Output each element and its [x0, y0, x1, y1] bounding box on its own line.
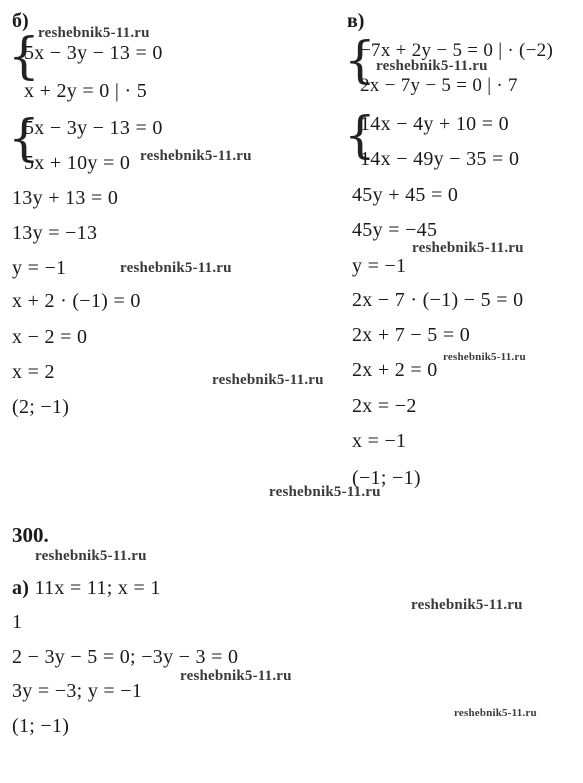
watermark: reshebnik5-11.ru [454, 707, 537, 719]
equation: 45y + 45 = 0 [352, 184, 459, 206]
watermark: reshebnik5-11.ru [35, 548, 147, 564]
part-label-v: в) [347, 10, 365, 32]
equation: 13y = −13 [12, 222, 98, 244]
watermark: reshebnik5-11.ru [269, 484, 381, 500]
watermark: reshebnik5-11.ru [180, 668, 292, 684]
equation: x = −1 [352, 430, 407, 452]
answer: (1; −1) [12, 715, 70, 737]
equation: 14x − 49y − 35 = 0 [360, 148, 520, 170]
equation: 1 [12, 611, 23, 633]
equation: 3y = −3; y = −1 [12, 680, 143, 702]
system-brace: { [8, 109, 40, 167]
equation: 2x − 7 · (−1) − 5 = 0 [352, 289, 524, 311]
equation: x − 2 = 0 [12, 326, 88, 348]
equation: 14x − 4y + 10 = 0 [360, 113, 509, 135]
watermark: reshebnik5-11.ru [412, 240, 524, 256]
equation: 13y + 13 = 0 [12, 187, 119, 209]
watermark: reshebnik5-11.ru [212, 372, 324, 388]
equation: x + 2y = 0 | · 5 [24, 80, 148, 102]
equation: x = 2 [12, 361, 55, 383]
watermark: reshebnik5-11.ru [38, 25, 150, 41]
answer: (2; −1) [12, 396, 70, 418]
equation: 2x = −2 [352, 395, 417, 417]
part-label-b: б) [12, 10, 29, 32]
watermark: reshebnik5-11.ru [120, 260, 232, 276]
equation: 2x + 2 = 0 [352, 359, 438, 381]
part-label-a: а) [12, 577, 30, 599]
watermark: reshebnik5-11.ru [411, 597, 523, 613]
equation: 2 − 3y − 5 = 0; −3y − 3 = 0 [12, 646, 239, 668]
equation: −7x + 2y − 5 = 0 | · (−2) [360, 40, 554, 61]
watermark: reshebnik5-11.ru [140, 148, 252, 164]
equation-row [12, 577, 161, 599]
equation: 45y = −45 [352, 219, 438, 241]
equation: y = −1 [352, 255, 407, 277]
system-brace: { [344, 106, 376, 164]
problem-number: 300. [12, 523, 49, 547]
system-brace: { [8, 27, 40, 85]
equation: 2x + 7 − 5 = 0 [352, 324, 471, 346]
equation: 5x − 3y − 13 = 0 [24, 117, 163, 139]
equation: 11x = 11; x = 1 [34, 577, 161, 599]
watermark: reshebnik5-11.ru [376, 58, 488, 74]
equation: 2x − 7y − 5 = 0 | · 7 [360, 75, 518, 96]
equation: y = −1 [12, 257, 67, 279]
watermark: reshebnik5-11.ru [443, 351, 526, 363]
equation: 5x + 10y = 0 [24, 152, 131, 174]
equation: 5x − 3y − 13 = 0 [24, 42, 163, 64]
equation: x + 2 · (−1) = 0 [12, 290, 141, 312]
answer: (−1; −1) [352, 467, 421, 489]
system-brace: { [344, 31, 376, 89]
